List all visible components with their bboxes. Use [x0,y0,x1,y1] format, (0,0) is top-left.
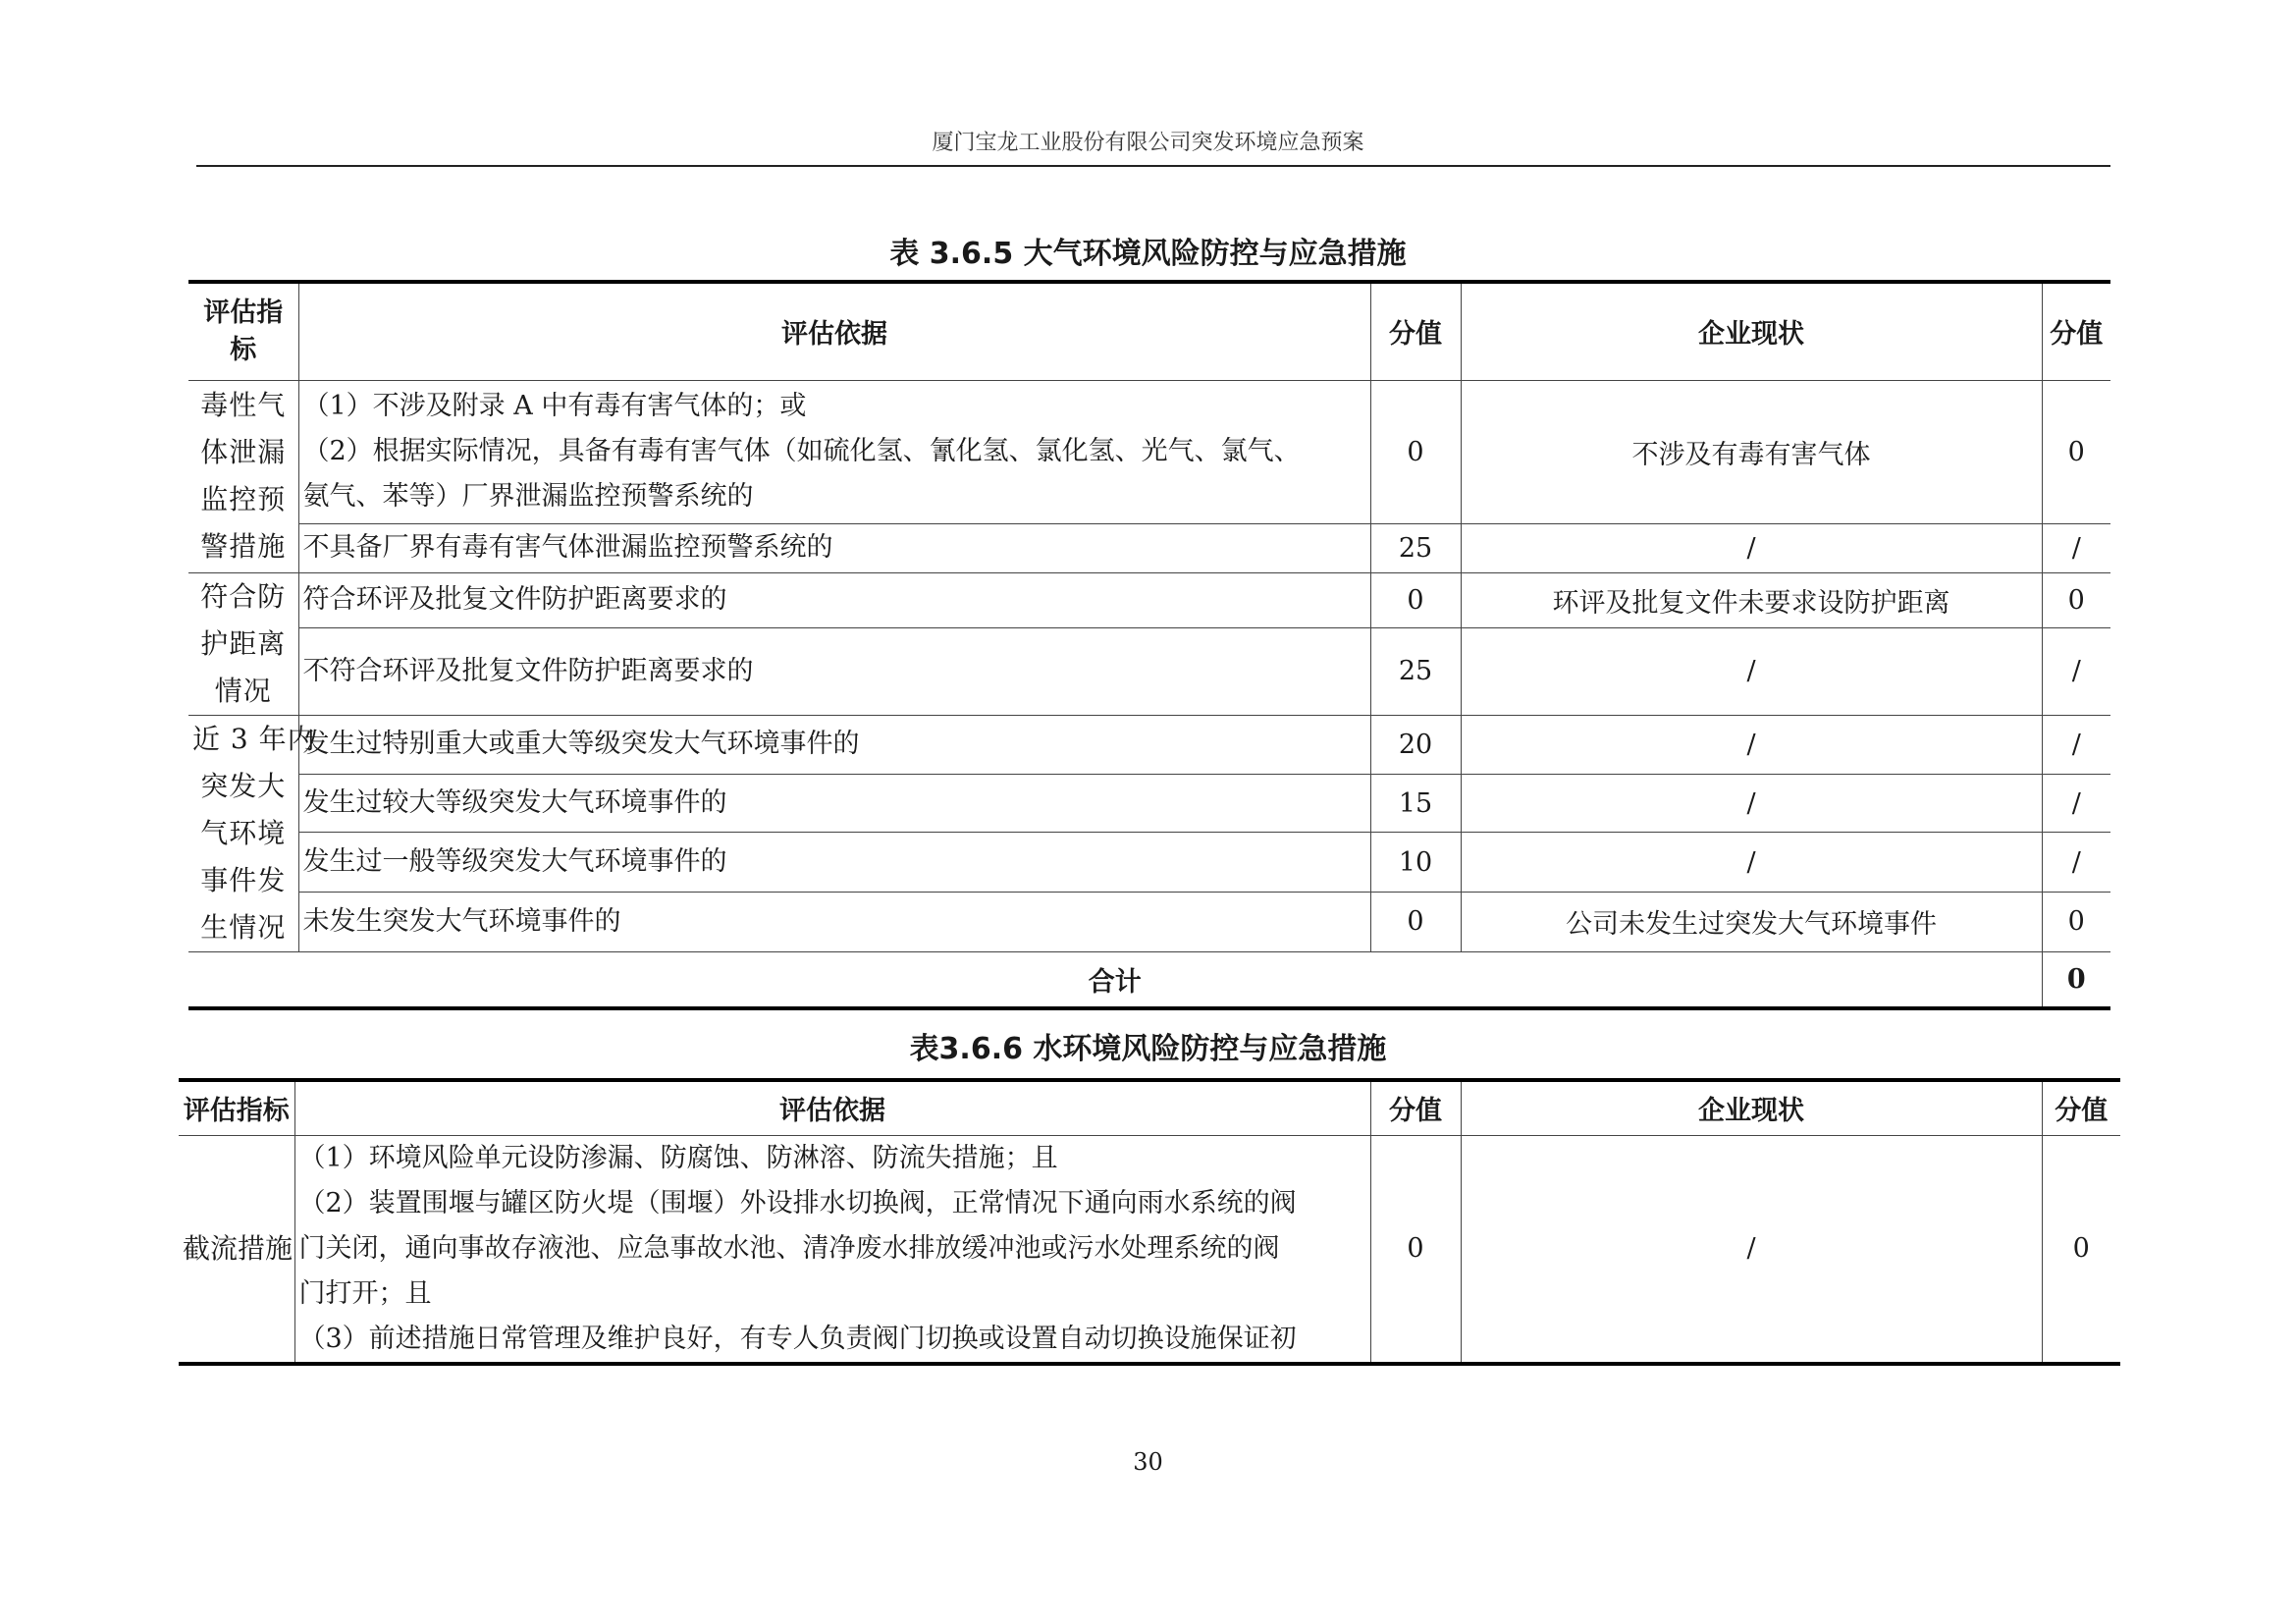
indicator-line: 近 3 年内 [192,722,316,755]
table-row [188,380,2110,523]
criteria-cell [298,833,1370,893]
table-row [188,892,2110,951]
header-score: 分值 [1370,282,1461,380]
total-row [188,951,2110,1008]
header-status: 企业现状 [1461,282,2042,380]
criteria-line: 门打开；且 [298,1277,432,1309]
criteria-line: 发生过特别重大或重大等级突发大气环境事件的 [302,729,860,760]
status-cell: 不涉及有毒有害气体 [1461,380,2042,523]
criteria-line: 不符合环评及批复文件防护距离要求的 [302,655,754,686]
criteria-line: 门关闭，通向事故存液池、应急事故水池、清净废水排放缓冲池或污水处理系统的阀 [298,1232,1280,1264]
indicator-cell [188,715,316,951]
status-cell: 公司未发生过突发大气环境事件 [1461,892,2042,951]
criteria-cell [298,380,1370,523]
indicator-line: 情况 [214,674,272,707]
table-row [188,833,2110,893]
table-row [188,775,2110,833]
score2-cell: / [2042,523,2110,572]
indicator-cell [188,380,298,572]
table-row [188,715,2110,775]
criteria-line: （1）不涉及附录 A 中有毒有害气体的；或 [302,391,807,421]
indicator-line: 气环境 [200,816,287,849]
score2-cell: 0 [2042,892,2110,951]
score2-cell: / [2042,715,2110,775]
table1-header-row [188,282,2110,380]
indicator-cell: 截流措施 [179,1135,294,1364]
indicator-cell [188,572,298,715]
indicator-line: 生情况 [200,910,287,944]
indicator-line: 符合防 [200,579,287,613]
indicator-line: 体泄漏 [200,436,287,468]
table-row [188,523,2110,572]
criteria-line: （1）环境风险单元设防渗漏、防腐蚀、防淋溶、防流失措施；且 [298,1142,1058,1173]
score2-cell: / [2042,833,2110,893]
table-row [179,1135,2120,1364]
indicator-line: 事件发 [200,863,287,896]
criteria-line: （2）根据实际情况，具备有毒有害气体（如硫化氢、氰化氢、氯化氢、光气、氯气、 [302,436,1301,466]
table2-header-row [179,1080,2120,1135]
status-cell: / [1461,523,2042,572]
indicator-line: 护距离 [200,626,287,660]
criteria-line: 氨气、苯等）厂界泄漏监控预警系统的 [302,481,754,512]
status-cell: / [1461,775,2042,833]
criteria-line: 符合环评及批复文件防护距离要求的 [302,584,727,616]
criteria-line: 未发生突发大气环境事件的 [302,905,621,937]
score-cell: 0 [1370,1135,1461,1364]
total-label: 合计 [188,951,2042,1008]
score-cell: 25 [1370,523,1461,572]
indicator-line: 毒性气 [200,389,287,421]
header-basis: 评估依据 [298,282,1370,380]
score-cell: 20 [1370,715,1461,775]
score2-cell: / [2042,628,2110,715]
status-cell: / [1461,715,2042,775]
total-value: 0 [2042,951,2110,1008]
table-row [188,572,2110,628]
document-header: 厦门宝龙工业股份有限公司突发环境应急预案 [932,131,1364,155]
criteria-cell [298,892,1370,951]
criteria-line: 不具备厂界有毒有害气体泄漏监控预警系统的 [302,532,833,563]
header-score: 分值 [1370,1080,1461,1135]
criteria-line: （2）装置围堰与罐区防火堤（围堰）外设排水切换阀，正常情况下通向雨水系统的阀 [298,1187,1297,1218]
criteria-line: （3）前述措施日常管理及维护良好，有专人负责阀门切换或设置自动切换设施保证初 [298,1323,1297,1354]
header-score2: 分值 [2042,282,2110,380]
header-status: 企业现状 [1461,1080,2042,1135]
score2-cell: 0 [2042,1135,2120,1364]
table-row [188,628,2110,715]
criteria-cell [294,1135,1370,1364]
header-divider [196,165,2110,167]
score-cell: 10 [1370,833,1461,893]
score-cell: 15 [1370,775,1461,833]
page-number: 30 [1133,1448,1163,1476]
score-cell: 0 [1370,892,1461,951]
header-basis: 评估依据 [294,1080,1370,1135]
status-cell: / [1461,833,2042,893]
indicator-line: 警措施 [200,530,287,563]
status-cell: / [1461,1135,2042,1364]
score2-cell: 0 [2042,572,2110,628]
indicator-line: 突发大 [200,769,287,802]
criteria-cell [298,572,1370,628]
table2-caption: 表3.6.6 水环境风险防控与应急措施 [909,1032,1387,1066]
criteria-cell [298,715,1370,775]
criteria-cell [298,523,1370,572]
water-risk-table [179,1078,2120,1366]
score2-cell: 0 [2042,380,2110,523]
score2-cell: / [2042,775,2110,833]
table1-caption: 表 3.6.5 大气环境风险防控与应急措施 [889,237,1407,271]
header-score2: 分值 [2042,1080,2120,1135]
score-cell: 0 [1370,380,1461,523]
header-indicator: 评估指标 [188,282,298,380]
status-cell: / [1461,628,2042,715]
score-cell: 25 [1370,628,1461,715]
air-risk-table [188,280,2110,1010]
criteria-cell [298,775,1370,833]
indicator-line: 监控预 [200,483,287,515]
status-cell: 环评及批复文件未要求设防护距离 [1461,572,2042,628]
criteria-line: 发生过较大等级突发大气环境事件的 [302,787,727,819]
criteria-cell [298,628,1370,715]
header-indicator: 评估指标 [179,1080,294,1135]
score-cell: 0 [1370,572,1461,628]
criteria-line: 发生过一般等级突发大气环境事件的 [302,846,727,878]
